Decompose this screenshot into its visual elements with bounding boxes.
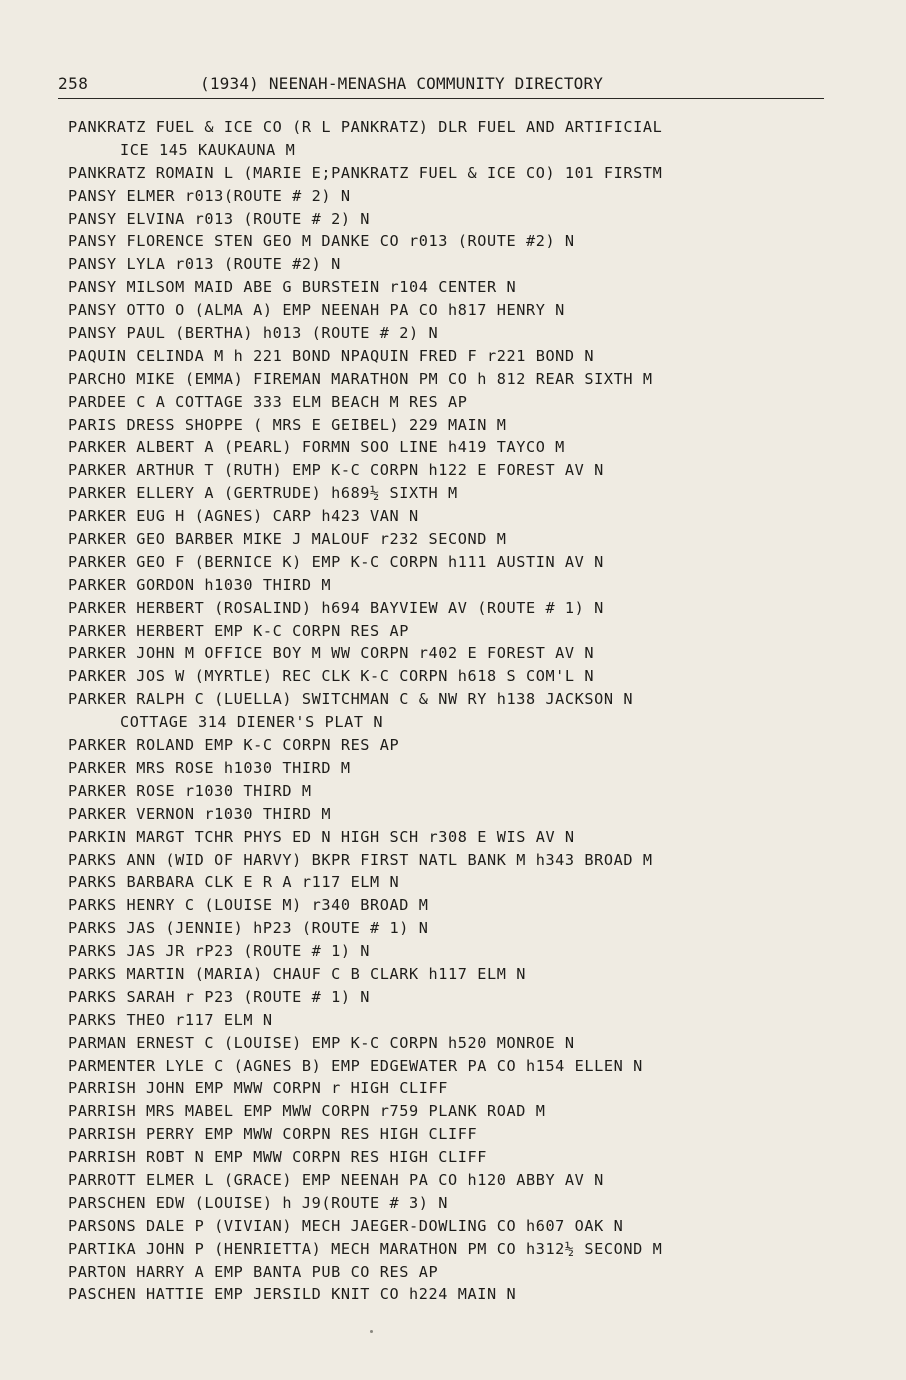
directory-entry: PANSY LYLA r013 (ROUTE #2) N <box>68 255 341 274</box>
directory-entry: PARRISH MRS MABEL EMP MWW CORPN r759 PLANK ROAD M <box>68 1102 546 1121</box>
directory-entry: PARKER EUG H (AGNES) CARP h423 VAN N <box>68 507 419 526</box>
directory-entry: PANKRATZ FUEL & ICE CO (R L PANKRATZ) DLR FUEL AND ARTIFICIAL <box>68 118 663 136</box>
directory-entries <box>68 116 838 1306</box>
directory-entry: PARKS JAS (JENNIE) hP23 (ROUTE # 1) N <box>68 919 429 938</box>
directory-entry: PARKER HERBERT EMP K-C CORPN RES AP <box>68 621 410 640</box>
directory-entry: PARROTT ELMER L (GRACE) EMP NEENAH PA CO h120 ABBY AV N <box>68 1170 604 1189</box>
directory-entry: PARKER ROLAND EMP K-C CORPN RES AP <box>68 736 400 755</box>
page-header <box>58 72 824 99</box>
directory-entry: PARDEE C A COTTAGE 333 ELM BEACH M RES AP <box>68 392 468 411</box>
directory-entry: PANSY MILSOM MAID ABE G BURSTEIN r104 CENTER N <box>68 278 517 297</box>
directory-entry: PARKS THEO r117 ELM N <box>68 1010 273 1029</box>
directory-entry-continuation: ICE 145 KAUKAUNA M <box>120 140 296 159</box>
directory-entry: PARKER GEO F (BERNICE K) EMP K-C CORPN h111 AUSTIN AV N <box>68 552 604 571</box>
directory-entry: PAQUIN CELINDA M h 221 BOND NPAQUIN FRED F r221 BOND N <box>68 346 595 365</box>
directory-entry: PANSY FLORENCE STEN GEO M DANKE CO r013 (ROUTE #2) N <box>68 232 575 251</box>
directory-entry: PARKER VERNON r1030 THIRD M <box>68 804 332 823</box>
directory-entry: PARKER JOS W (MYRTLE) REC CLK K-C CORPN h618 S COM'L N <box>68 667 595 686</box>
directory-entry: PARSONS DALE P (VIVIAN) MECH JAEGER-DOWLING CO h607 OAK N <box>68 1216 624 1235</box>
directory-entry: PARKS HENRY C (LOUISE M) r340 BROAD M <box>68 896 429 915</box>
directory-entry: PARKER GEO BARBER MIKE J MALOUF r232 SECOND M <box>68 530 507 549</box>
directory-entry: PANSY ELVINA r013 (ROUTE # 2) N <box>68 209 371 228</box>
directory-entry: PANSY OTTO O (ALMA A) EMP NEENAH PA CO h817 HENRY N <box>68 301 565 320</box>
directory-entry: PARKS JAS JR rP23 (ROUTE # 1) N <box>68 942 371 961</box>
directory-entry: PARKER JOHN M OFFICE BOY M WW CORPN r402 E FOREST AV N <box>68 644 595 663</box>
directory-entry: PARKER HERBERT (ROSALIND) h694 BAYVIEW AV (ROUTE # 1) N <box>68 598 604 617</box>
directory-entry: PARKS ANN (WID OF HARVY) BKPR FIRST NATL BANK M h343 BROAD M <box>68 850 653 869</box>
print-speck <box>370 1330 373 1333</box>
directory-entry: PARKER RALPH C (LUELLA) SWITCHMAN C & NW RY h138 JACKSON N <box>68 690 634 709</box>
directory-entry: PARKER ELLERY A (GERTRUDE) h689½ SIXTH M <box>68 484 458 503</box>
directory-entry: PARMENTER LYLE C (AGNES B) EMP EDGEWATER PA CO h154 ELLEN N <box>68 1056 643 1075</box>
directory-entry: PARCHO MIKE (EMMA) FIREMAN MARATHON PM CO h 812 REAR SIXTH M <box>68 369 653 388</box>
directory-entry: PARKER ROSE r1030 THIRD M <box>68 781 312 800</box>
directory-entry: PARTIKA JOHN P (HENRIETTA) MECH MARATHON PM CO h312½ SECOND M <box>68 1239 663 1258</box>
directory-entry: PARRISH JOHN EMP MWW CORPN r HIGH CLIFF <box>68 1079 449 1098</box>
directory-entry: PARKS BARBARA CLK E R A r117 ELM N <box>68 873 400 892</box>
page-number: 258 <box>58 74 89 93</box>
page-title: (1934) NEENAH-MENASHA COMMUNITY DIRECTORY <box>200 74 604 93</box>
directory-entry: PARKER GORDON h1030 THIRD M <box>68 575 332 594</box>
directory-entry: PASCHEN HATTIE EMP JERSILD KNIT CO h224 MAIN N <box>68 1285 517 1304</box>
directory-entry: PARSCHEN EDW (LOUISE) h J9(ROUTE # 3) N <box>68 1193 449 1212</box>
directory-entry: PARKS MARTIN (MARIA) CHAUF C B CLARK h117 ELM N <box>68 964 526 983</box>
directory-entry: PARKER ARTHUR T (RUTH) EMP K-C CORPN h122 E FOREST AV N <box>68 461 604 480</box>
directory-entry: PARRISH PERRY EMP MWW CORPN RES HIGH CLIFF <box>68 1125 478 1144</box>
directory-entry: PARTON HARRY A EMP BANTA PUB CO RES AP <box>68 1262 439 1281</box>
directory-entry: PANKRATZ ROMAIN L (MARIE E;PANKRATZ FUEL & ICE CO) 101 FIRSTM <box>68 163 663 182</box>
directory-entry: PARKS SARAH r P23 (ROUTE # 1) N <box>68 987 371 1006</box>
directory-entry-continuation: COTTAGE 314 DIENER'S PLAT N <box>120 713 384 732</box>
directory-entry: PARRISH ROBT N EMP MWW CORPN RES HIGH CLIFF <box>68 1148 487 1167</box>
directory-entry: PANSY ELMER r013(ROUTE # 2) N <box>68 186 351 205</box>
directory-entry: PARKER ALBERT A (PEARL) FORMN SOO LINE h419 TAYCO M <box>68 438 565 457</box>
directory-entry: PARKER MRS ROSE h1030 THIRD M <box>68 758 351 777</box>
directory-entry: PARMAN ERNEST C (LOUISE) EMP K-C CORPN h520 MONROE N <box>68 1033 575 1052</box>
directory-entry: PANSY PAUL (BERTHA) h013 (ROUTE # 2) N <box>68 324 439 343</box>
directory-entry: PARKIN MARGT TCHR PHYS ED N HIGH SCH r308 E WIS AV N <box>68 827 575 846</box>
directory-entry: PARIS DRESS SHOPPE ( MRS E GEIBEL) 229 MAIN M <box>68 415 507 434</box>
